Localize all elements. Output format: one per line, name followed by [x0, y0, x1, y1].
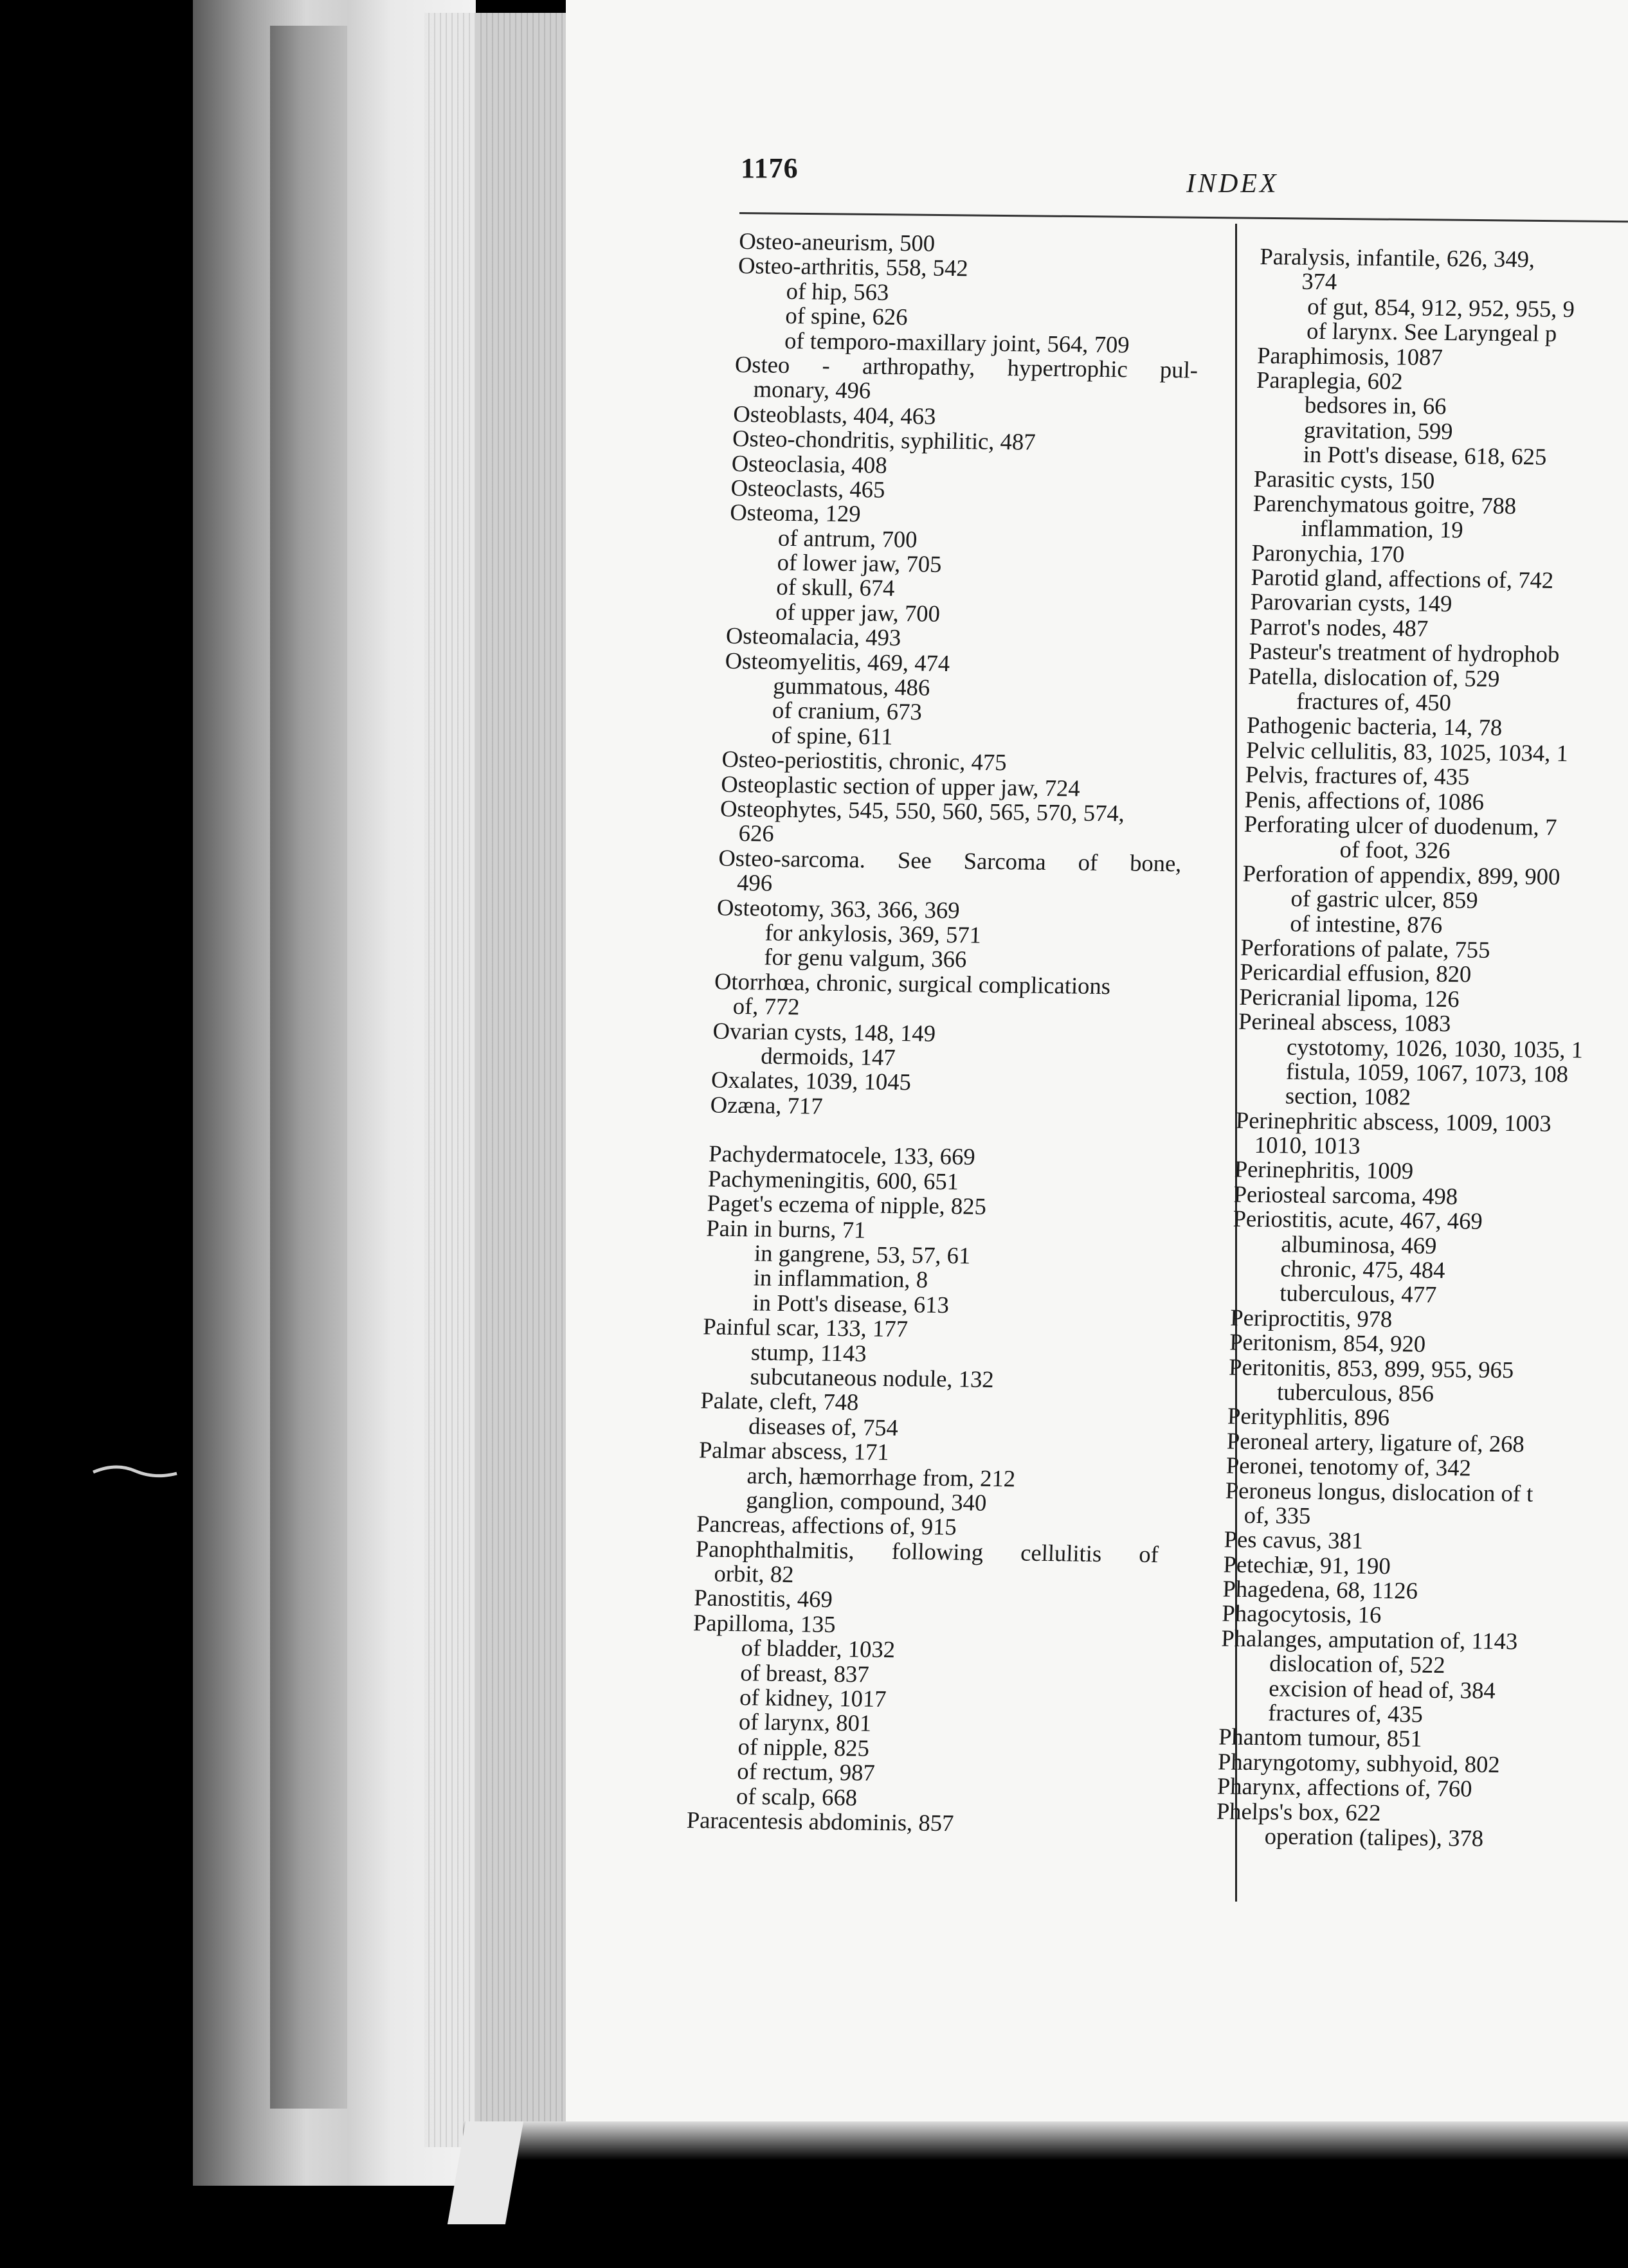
index-subentry: fractures of, 435	[1267, 1699, 1424, 1727]
index-subentry: arch, hæmorrhage from, 212	[746, 1461, 1016, 1491]
index-entry: Pelvic cellulitis, 83, 1025, 1034, 1	[1245, 736, 1569, 766]
index-entry: Pharyngotomy, subhyoid, 802	[1217, 1748, 1501, 1778]
index-entry: Peroneus longus, dislocation of t	[1225, 1477, 1533, 1507]
index-entry: Periproctitis, 978	[1229, 1304, 1393, 1333]
index-entry: Pachymeningitis, 600, 651	[707, 1165, 959, 1195]
index-subentry: monary, 496	[753, 375, 871, 404]
index-entry: Perforations of palate, 755	[1240, 933, 1491, 963]
index-subentry: in inflammation, 8	[753, 1264, 928, 1293]
index-subentry: chronic, 475, 484	[1280, 1255, 1446, 1284]
index-entry: Paronychia, 170	[1251, 539, 1405, 568]
index-subentry: of larynx. See Laryngeal p	[1306, 317, 1557, 347]
index-subentry: of gastric ulcer, 859	[1290, 885, 1479, 914]
index-subentry: of nipple, 825	[737, 1733, 870, 1761]
index-subentry: of scalp, 668	[736, 1782, 858, 1811]
index-subentry: of kidney, 1017	[739, 1684, 887, 1713]
index-entry: Pachydermatocele, 133, 669	[708, 1140, 976, 1171]
index-subentry: of breast, 837	[739, 1659, 870, 1688]
index-entry: Peritonism, 854, 920	[1229, 1328, 1426, 1357]
index-entry: Parrot's nodes, 487	[1249, 613, 1429, 642]
index-entry: Osteo-sarcoma. See Sarcoma of bone,	[718, 844, 1182, 877]
index-subentry: orbit, 82	[713, 1560, 795, 1588]
index-entry: Phalanges, amputation of, 1143	[1220, 1625, 1518, 1655]
index-entry: Palate, cleft, 748	[700, 1387, 860, 1416]
index-entry: Osteoma, 129	[729, 499, 862, 527]
index-subentry: of bladder, 1032	[741, 1634, 896, 1663]
index-entry: Peritonitis, 853, 899, 955, 965	[1228, 1353, 1514, 1383]
index-entry: Panophthalmitis, following cellulitis of	[695, 1535, 1159, 1567]
index-entry: Osteoblasts, 404, 463	[732, 400, 937, 429]
index-subentry: inflammation, 19	[1301, 514, 1464, 543]
index-entry: Petechiæ, 91, 190	[1223, 1551, 1391, 1579]
index-subentry: of gut, 854, 912, 952, 955, 9	[1307, 292, 1575, 322]
index-entry: Osteomalacia, 493	[725, 622, 901, 651]
index-entry: Panostitis, 469	[693, 1584, 833, 1613]
index-subentry: in gangrene, 53, 57, 61	[754, 1239, 972, 1269]
index-subentry: tuberculous, 856	[1276, 1378, 1434, 1407]
index-entry: Perityphlitis, 896	[1227, 1402, 1390, 1431]
index-subentry: cystotomy, 1026, 1030, 1035, 1	[1286, 1033, 1584, 1063]
index-subentry: section, 1082	[1285, 1082, 1411, 1110]
index-entry: Penis, affections of, 1086	[1244, 786, 1485, 815]
index-entry: Osteophytes, 545, 550, 560, 565, 570, 574,	[719, 795, 1125, 827]
index-subentry: gravitation, 599	[1303, 416, 1454, 444]
index-entry: Pancreas, affections of, 915	[696, 1510, 957, 1540]
index-subentry: tuberculous, 477	[1279, 1279, 1437, 1308]
index-entry: Painful scar, 133, 177	[702, 1313, 909, 1342]
index-subentry: fistula, 1059, 1067, 1073, 108	[1285, 1058, 1569, 1087]
index-subentry: of antrum, 700	[777, 524, 918, 553]
index-entry: Periosteal sarcoma, 498	[1233, 1180, 1458, 1210]
index-entry: Ovarian cysts, 148, 149	[712, 1017, 936, 1047]
index-entry: Osteo-chondritis, syphilitic, 487	[732, 425, 1036, 455]
running-head: INDEX	[1186, 169, 1279, 199]
index-subentry: of lower jaw, 705	[777, 548, 943, 577]
index-entry: Pathogenic bacteria, 14, 78	[1246, 712, 1503, 741]
index-entry: Papilloma, 135	[692, 1609, 837, 1637]
page-number: 1176	[741, 152, 799, 184]
index-entry: Parovarian cysts, 149	[1249, 588, 1452, 617]
index-subentry: stump, 1143	[750, 1338, 867, 1367]
index-subentry: of rectum, 987	[736, 1758, 876, 1786]
index-entry: Pharynx, affections of, 760	[1216, 1772, 1473, 1802]
index-entry: Osteoplastic section of upper jaw, 724	[720, 770, 1081, 802]
index-entry: Pelvis, fractures of, 435	[1245, 761, 1470, 790]
index-entry: Pericranial lipoma, 126	[1238, 983, 1460, 1013]
index-subentry: albuminosa, 469	[1281, 1230, 1437, 1259]
index-subentry: in Pott's disease, 618, 625	[1303, 440, 1547, 470]
index-subentry: of skull, 674	[775, 573, 896, 602]
index-entry: Otorrhœa, chronic, surgical complications	[714, 968, 1111, 999]
index-entry: Osteo - arthropathy, hypertrophic pul-	[734, 350, 1198, 383]
index-subentry: of spine, 626	[784, 302, 909, 330]
index-entry: Parotid gland, affections of, 742	[1250, 563, 1554, 593]
index-subentry: ganglion, compound, 340	[745, 1486, 987, 1516]
index-entry: Palmar abscess, 171	[698, 1436, 890, 1466]
index-subentry: of temporo-maxillary joint, 564, 709	[784, 327, 1130, 357]
index-entry: Pain in burns, 71	[705, 1214, 867, 1243]
page-bottom-shadow	[463, 2121, 1628, 2160]
book-binding	[270, 26, 347, 2109]
index-subentry: of spine, 611	[771, 721, 894, 750]
index-entry: Parenchymatous goitre, 788	[1253, 489, 1517, 519]
index-subentry: for ankylosis, 369, 571	[764, 919, 982, 948]
index-entry: Osteo-periostitis, chronic, 475	[721, 745, 1008, 776]
index-entry: Oxalates, 1039, 1045	[710, 1066, 912, 1095]
index-entry: Peroneal artery, ligature of, 268	[1226, 1427, 1525, 1457]
index-subentry: 1010, 1013	[1254, 1131, 1361, 1159]
index-entry: Phagocytosis, 16	[1221, 1599, 1382, 1628]
index-entry: Ozæna, 717	[710, 1091, 824, 1119]
index-entry: Perinephritic abscess, 1009, 1003	[1235, 1106, 1552, 1137]
index-subentry: fractures of, 450	[1296, 687, 1452, 716]
index-entry: Periostitis, acute, 467, 469	[1233, 1205, 1483, 1234]
index-subentry: gummatous, 486	[772, 672, 930, 701]
index-entry: Parasitic cysts, 150	[1253, 465, 1435, 494]
index-entry: Paraplegia, 602	[1256, 366, 1404, 395]
index-entry: Paraphimosis, 1087	[1256, 341, 1443, 370]
index-entry: Osteo-arthritis, 558, 542	[737, 252, 969, 282]
index-entry: Pasteur's treatment of hydrophob	[1248, 638, 1560, 668]
index-subentry: 374	[1301, 268, 1337, 295]
index-entry: Osteo-aneurism, 500	[738, 228, 936, 256]
index-entry: Paracentesis abdominis, 857	[686, 1806, 955, 1837]
index-subentry: of, 772	[732, 993, 800, 1020]
index-subentry: diseases of, 754	[748, 1412, 899, 1441]
index-subentry: operation (talipes), 378	[1264, 1823, 1484, 1851]
index-entry: Osteoclasts, 465	[730, 474, 886, 503]
index-entry: Phantom tumour, 851	[1218, 1723, 1423, 1752]
index-subentry: of, 335	[1244, 1501, 1312, 1529]
index-subentry: of foot, 326	[1339, 836, 1451, 864]
index-entry: Phelps's box, 622	[1216, 1797, 1382, 1826]
index-subentry: excision of head of, 384	[1268, 1674, 1496, 1704]
index-subentry: 496	[736, 869, 773, 896]
index-column-left	[686, 229, 1202, 1838]
index-subentry: dermoids, 147	[760, 1042, 896, 1070]
margin-mark	[90, 1459, 180, 1485]
index-entry: Perforating ulcer of duodenum, 7	[1244, 810, 1557, 840]
index-entry: Paralysis, infantile, 626, 349,	[1259, 243, 1535, 273]
index-subentry: subcutaneous nodule, 132	[750, 1363, 995, 1392]
index-subentry: for genu valgum, 366	[763, 943, 968, 973]
stacked-page-edges	[424, 13, 566, 2147]
index-subentry: of larynx, 801	[738, 1708, 872, 1737]
index-entry: Perineal abscess, 1083	[1238, 1007, 1451, 1037]
index-entry: Paget's eczema of nipple, 825	[707, 1189, 987, 1220]
index-entry: Osteotomy, 363, 366, 369	[716, 894, 961, 923]
index-subentry: of cranium, 673	[772, 697, 923, 725]
index-subentry: of hip, 563	[786, 277, 890, 305]
index-subentry: in Pott's disease, 613	[752, 1289, 950, 1318]
index-subentry: dislocation of, 522	[1269, 1650, 1446, 1679]
index-subentry: of intestine, 876	[1289, 910, 1443, 938]
index-entry: Phagedena, 68, 1126	[1222, 1575, 1418, 1604]
index-entry: Perforation of appendix, 899, 900	[1242, 860, 1560, 890]
index-subentry: 626	[738, 820, 775, 847]
index-column-right	[1215, 244, 1628, 1852]
index-entry: Osteoclasia, 408	[731, 449, 888, 478]
index-entry: Patella, dislocation of, 529	[1247, 662, 1500, 692]
index-entry: Pes cavus, 381	[1224, 1526, 1364, 1554]
index-subentry: of upper jaw, 700	[775, 598, 941, 627]
index-entry: Pericardial effusion, 820	[1239, 959, 1472, 987]
index-entry: Perinephritis, 1009	[1234, 1156, 1414, 1185]
index-entry: Peronei, tenotomy of, 342	[1226, 1452, 1472, 1481]
index-entry: Osteomyelitis, 469, 474	[725, 647, 950, 676]
index-subentry: bedsores in, 66	[1304, 392, 1447, 420]
